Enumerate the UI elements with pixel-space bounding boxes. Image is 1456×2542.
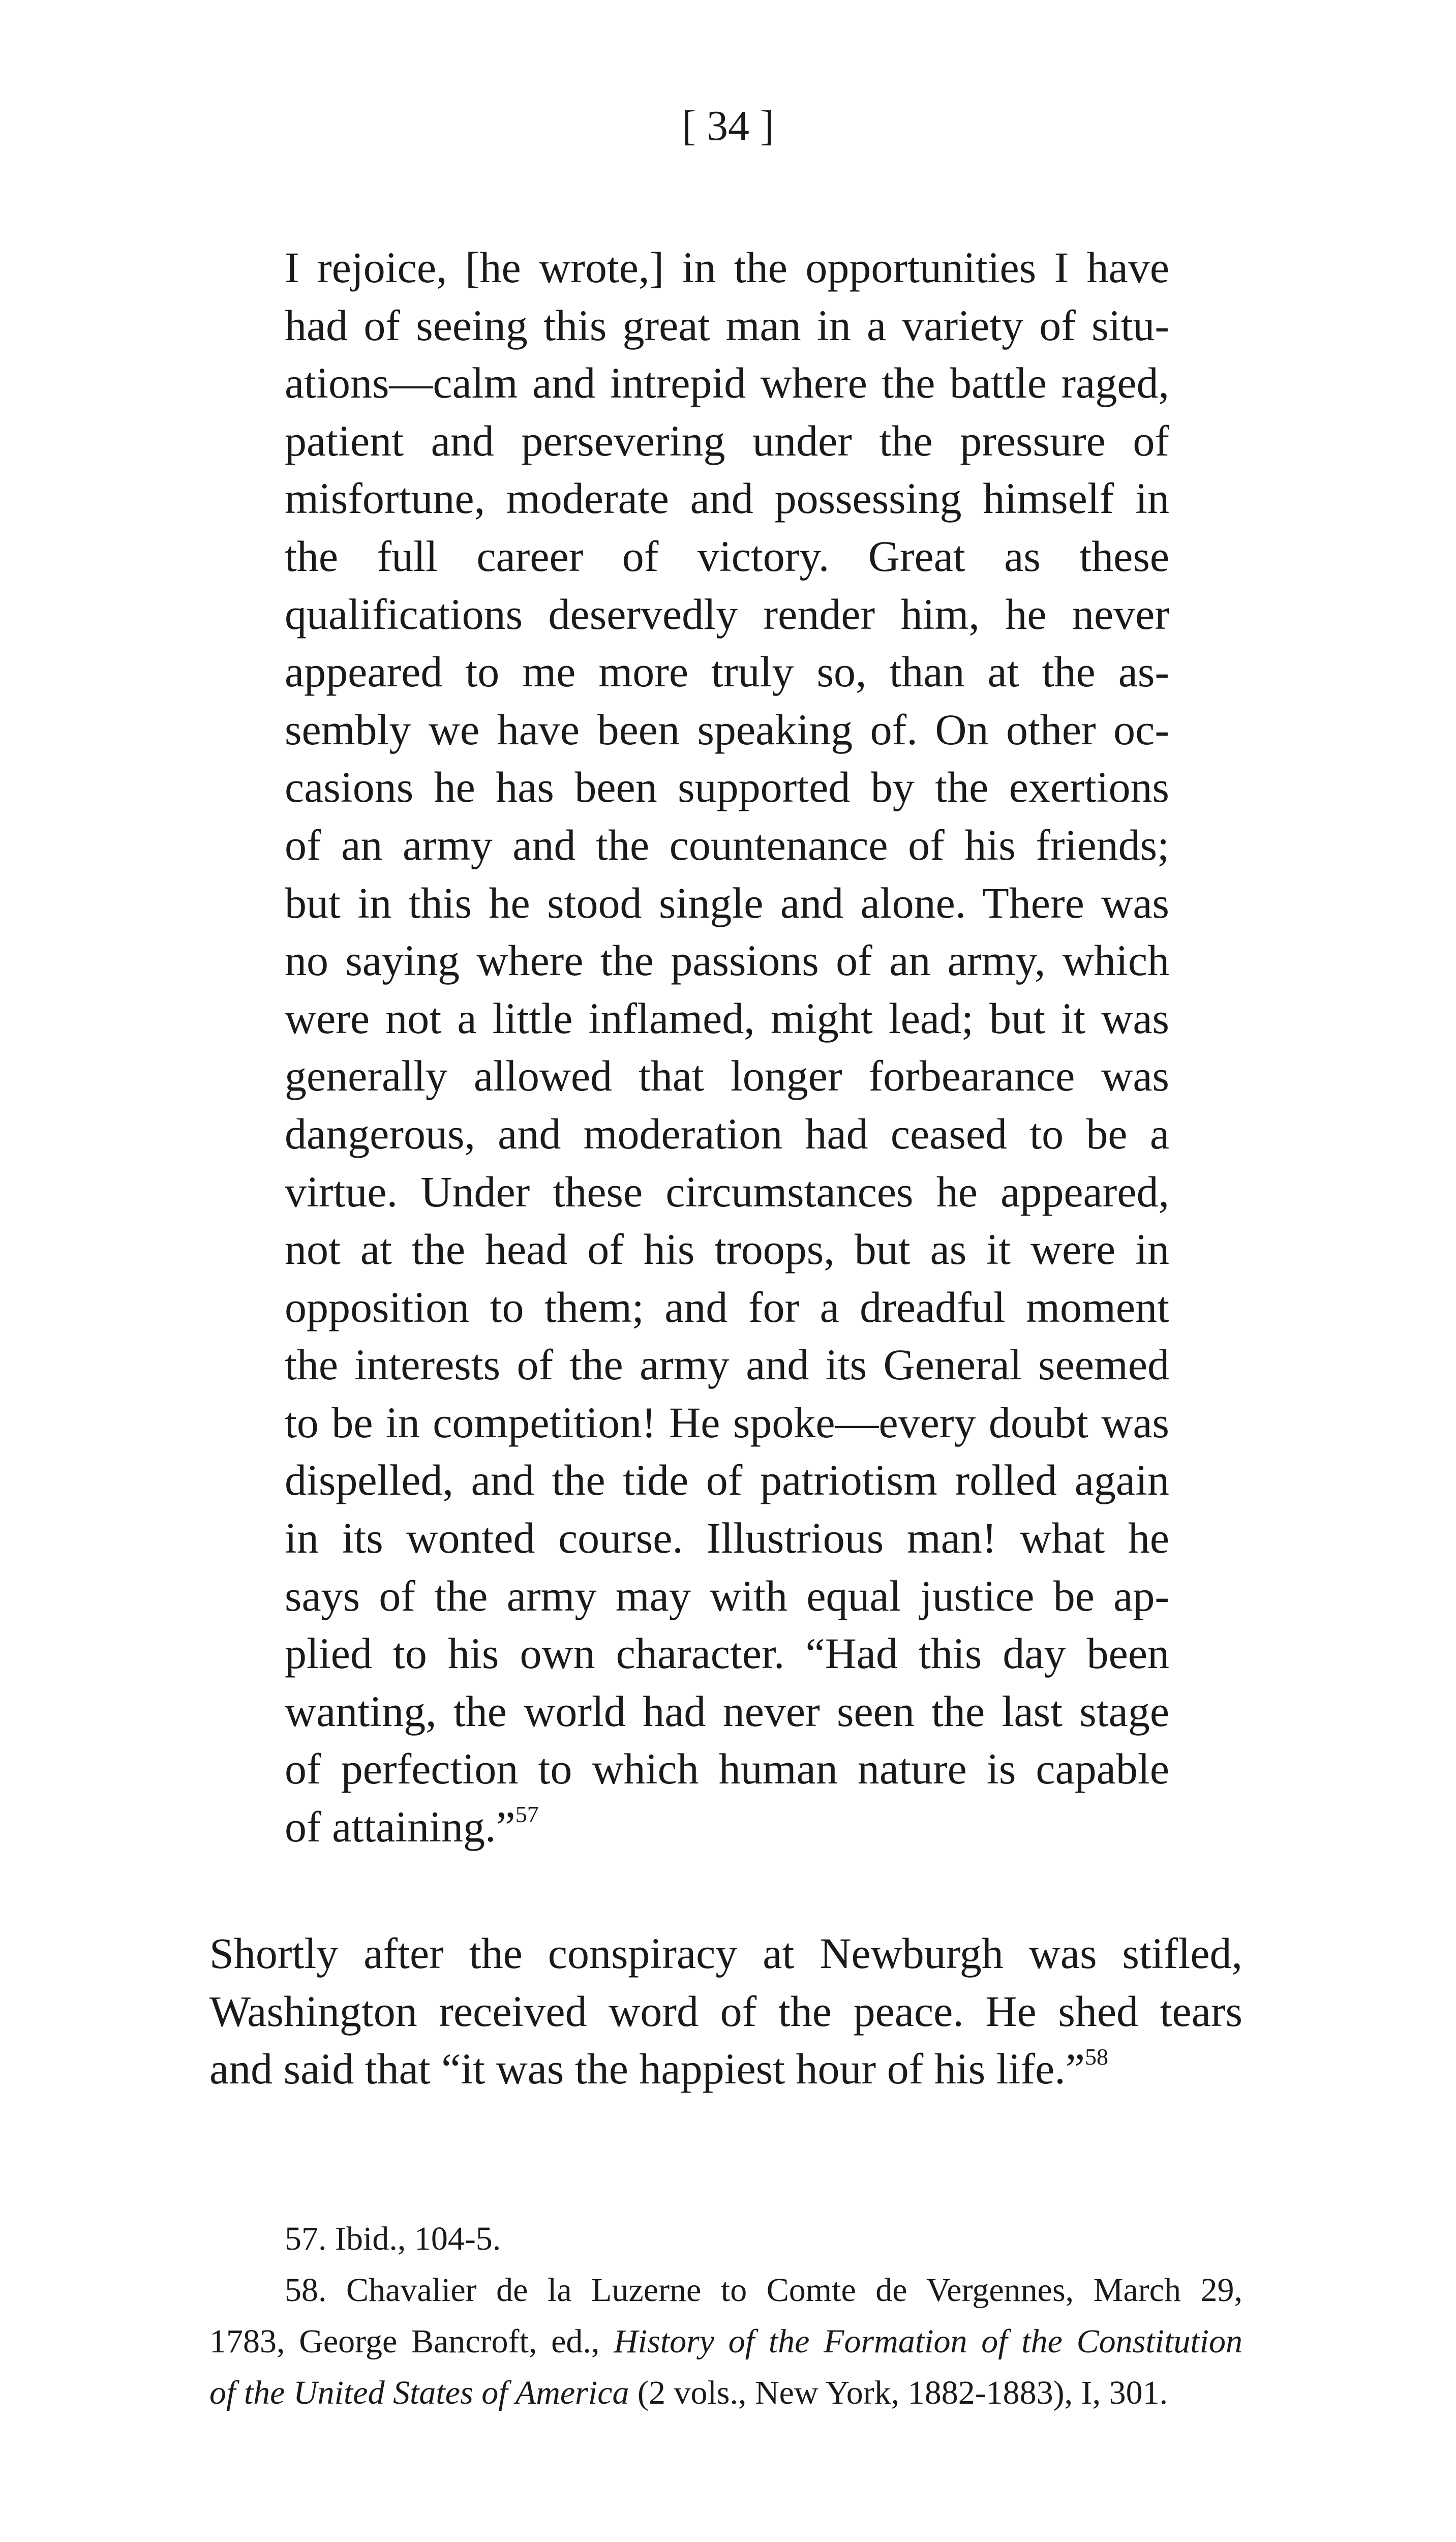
quote-line: ations—calm and intrepid where the battle raged, [285,358,1169,408]
quote-line: patient and persevering under the pressure of [285,416,1169,465]
quote-line: of an army and the countenance of his friends; [285,820,1169,869]
quote-line: generally allowed that longer forbearance was [285,1051,1169,1101]
quote-line: virtue. Under these circumstances he appeared, [285,1167,1169,1216]
footnote-58-title: History of the Formation of the Constitution [614,2323,1242,2360]
quote-line: were not a little inflamed, might lead; but it was [285,993,1169,1043]
quote-line: plied to his own character. “Had this day been [285,1629,1169,1678]
footnote-57: 57. Ibid., 104-5. [285,2220,501,2257]
body-line: Shortly after the conspiracy at Newburgh was stifled, [209,1929,1242,1978]
body-line: Washington received word of the peace. He shed tears [209,1986,1242,2036]
quote-last-line [285,1798,1169,1856]
quote-line: says of the army may with equal justice be ap- [285,1571,1169,1620]
quote-line: casions he has been supported by the exertions [285,763,1169,812]
quote-line: qualifications deservedly render him, he never [285,589,1169,639]
footnote-ref-57: 57 [515,1801,539,1828]
body-last-line [209,2040,1242,2098]
quote-line: no saying where the passions of an army, which [285,936,1169,985]
quote-line: dangerous, and moderation had ceased to be a [285,1109,1169,1158]
quote-line: opposition to them; and for a dreadful moment [285,1282,1169,1331]
quote-line: to be in competition! He spoke—every doubt was [285,1398,1169,1447]
quote-line: wanting, the world had never seen the last stage [285,1686,1169,1736]
quote-line: misfortune, moderate and possessing himself in [285,474,1169,523]
quote-line: I rejoice, [he wrote,] in the opportunities I have [285,243,1169,292]
quote-line: not at the head of his troops, but as it were in [285,1225,1169,1274]
quote-line: appeared to me more truly so, than at the as- [285,647,1169,697]
quote-line: the interests of the army and its General seemed [285,1340,1169,1389]
footnote-58-line-2 [209,2316,1242,2367]
footnote-58-citation: (2 vols., New York, 1882-1883), I, 301. [629,2374,1168,2411]
quote-line: but in this he stood single and alone. There was [285,878,1169,927]
footnote-58-line-3 [209,2367,1242,2418]
page-number: [ 34 ] [682,102,774,149]
footnote-58-title-cont: of the United States of America [209,2374,629,2411]
quote-line: dispelled, and the tide of patriotism rolled again [285,1456,1169,1505]
quote-line: sembly we have been speaking of. On other oc- [285,705,1169,754]
quote-line: of perfection to which human nature is capable [285,1744,1169,1794]
quote-line: in its wonted course. Illustrious man! what he [285,1514,1169,1563]
quote-last-text: of attaining.” [285,1802,515,1852]
footnote-58-line-1: 58. Chavalier de la Luzerne to Comte de Vergennes, March 29, [285,2272,1242,2309]
footnotes [209,2213,1242,2418]
body-last-text: and said that “it was the happiest hour of his life.” [209,2044,1085,2094]
quote-line: had of seeing this great man in a variety of situ- [285,300,1169,350]
body-paragraph [209,1925,1242,2098]
footnote-ref-58: 58 [1084,2043,1108,2070]
quote-line: the full career of victory. Great as these [285,531,1169,581]
footnote-58-text: 1783, George Bancroft, ed., [209,2323,614,2360]
block-quote [285,239,1169,1856]
